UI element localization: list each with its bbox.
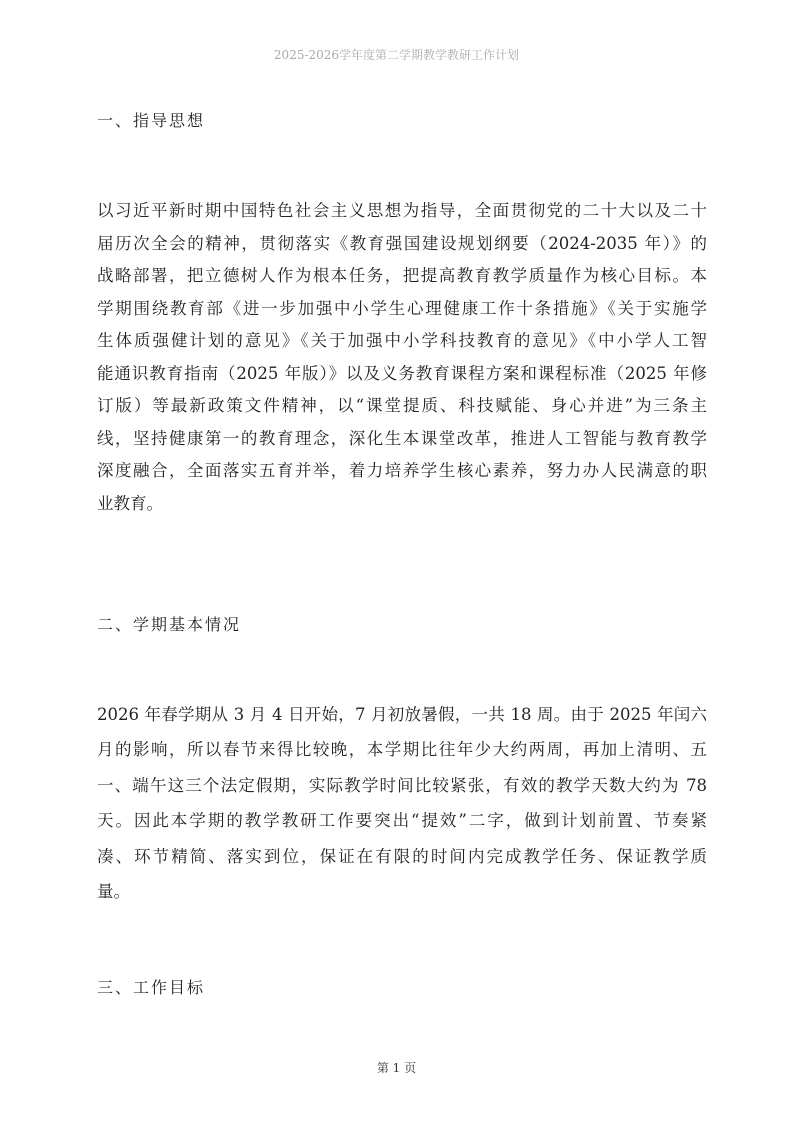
section-heading-semester-overview: 二、学期基本情况 bbox=[97, 615, 242, 634]
section-heading-work-goals: 三、工作目标 bbox=[97, 978, 206, 997]
paragraph-line: 凑、环节精简、落实到位，保证在有限的时间内完成教学任务、保证教学质 bbox=[97, 846, 707, 866]
paragraph-line: 2026 年春学期从 3 月 4 日开始，7 月初放暑假，一共 18 周。由于 2025 年闰六 bbox=[97, 705, 707, 724]
paragraph-line: 月的影响，所以春节来得比较晚，本学期比往年少大约两周，再加上清明、五 bbox=[97, 740, 707, 760]
paragraph-line: 生体质强健计划的意见》《关于加强中小学科技教育的意见》《中小学人工智 bbox=[97, 331, 707, 350]
paragraph-line: 学期围绕教育部《进一步加强中小学生心理健康工作十条措施》《关于实施学 bbox=[97, 298, 707, 318]
paragraph-line: 量。 bbox=[97, 882, 130, 901]
paragraph-line: 届历次全会的精神，贯彻落实《教育强国建设规划纲要（2024-2035 年）》的 bbox=[97, 233, 707, 253]
paragraph-line: 业教育。 bbox=[97, 493, 163, 513]
paragraph-line: 以习近平新时期中国特色社会主义思想为指导，全面贯彻党的二十大以及二十 bbox=[97, 201, 707, 220]
paragraph-line: 线，坚持健康第一的教育理念，深化生本课堂改革，推进人工智能与教育教学 bbox=[97, 428, 707, 448]
paragraph-line: 一、端午这三个法定假期，实际教学时间比较紧张，有效的教学天数大约为 78 bbox=[97, 775, 707, 795]
page-number: 第 1 页 bbox=[376, 1061, 417, 1075]
section-heading-guiding-thought: 一、指导思想 bbox=[97, 111, 206, 130]
paragraph-line: 天。因此本学期的教学教研工作要突出“提效”二字，做到计划前置、节奏紧 bbox=[97, 811, 707, 831]
paragraph-line: 能通识教育指南（2025 年版）》以及义务教育课程方案和课程标准（2025 年修 bbox=[97, 363, 707, 383]
page-header: 2025-2026学年度第二学期教学教研工作计划 bbox=[273, 48, 520, 62]
paragraph-line: 订版）等最新政策文件精神，以“课堂提质、科技赋能、身心并进”为三条主 bbox=[97, 396, 707, 415]
paragraph-line: 深度融合，全面落实五育并举，着力培养学生核心素养，努力办人民满意的职 bbox=[97, 461, 707, 480]
paragraph-line: 战略部署，把立德树人作为根本任务，把提高教育教学质量作为核心目标。本 bbox=[97, 266, 707, 285]
